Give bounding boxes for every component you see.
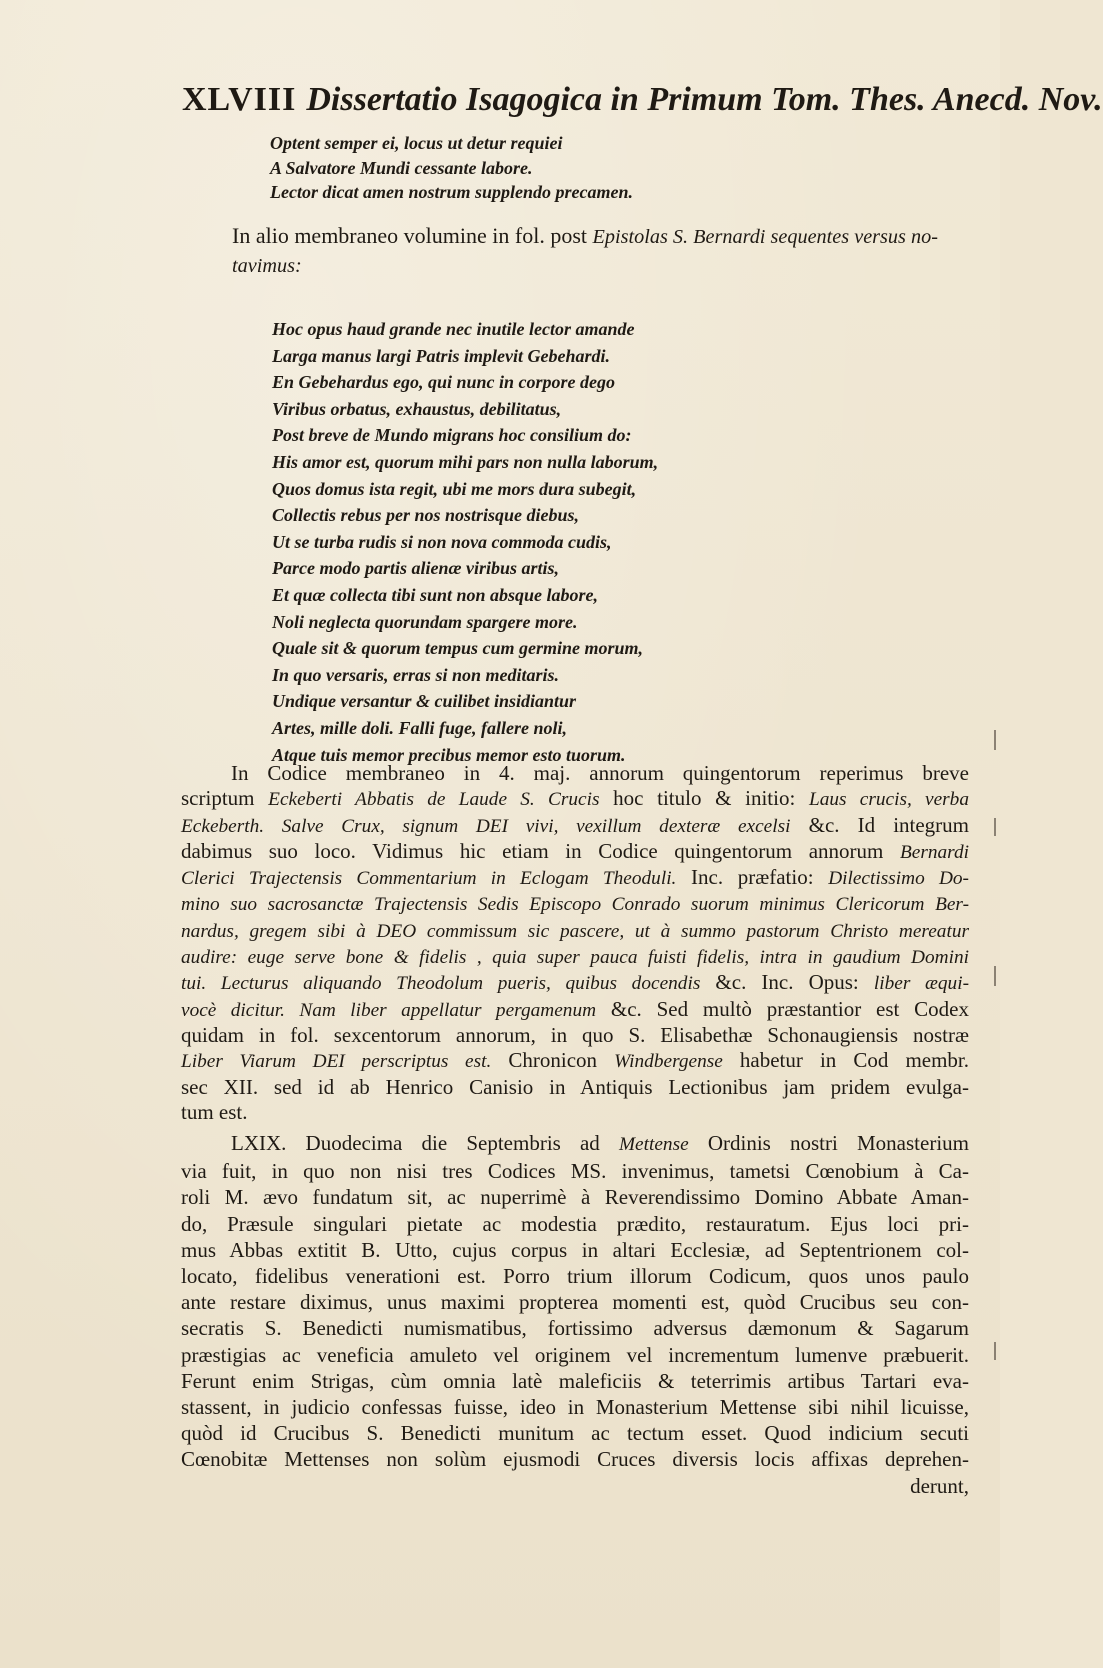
text-line: præstigias ac veneficia amuleto vel originem vel incrementum lumenve præbuerit.	[181, 1342, 969, 1367]
verse-block-1	[270, 131, 633, 205]
paragraph-intro-line-1: In alio membraneo volumine in fol. post Epistolas S. Bernardi sequentes versus no-	[232, 223, 938, 248]
text-line: quòd id Crucibus S. Benedicti munitum ac tectum esset. Quod indicium secuti	[181, 1421, 969, 1446]
verse-line: Atque tuis memor precibus memor esto tuorum.	[272, 744, 626, 765]
text-line: mino suo sacrosanctæ Trajectensis Sedis Episcopo Conrado suorum minimus Clericorum Ber-	[181, 894, 969, 916]
verse-line: Lector dicat amen nostrum supplendo precamen.	[270, 182, 634, 202]
verse-line: Undique versantur & cuilibet insidiantur	[272, 691, 577, 712]
text-line: derunt,	[910, 1473, 969, 1498]
text-line: Ferunt enim Strigas, cùm omnia latè maleficiis & teterrimis artibus Tartari eva-	[181, 1368, 969, 1393]
text-line: LXIX. Duodecima die Septembris ad Mettense Ordinis nostri Monasterium	[231, 1131, 969, 1155]
verse-line: His amor est, quorum mihi pars non nulla laborum,	[272, 451, 659, 472]
page-header	[182, 78, 1103, 122]
verse-line: Artes, mille doli. Falli fuge, fallere noli,	[272, 717, 567, 738]
verse-line: A Salvatore Mundi cessante labore.	[270, 157, 533, 178]
text-line: nardus, gregem sibi à DEO commissum sic pascere, ut à summo pastorum Christo mereatur	[181, 920, 969, 942]
paragraph-codice	[181, 761, 969, 1125]
paragraph-intro	[232, 222, 990, 280]
verse-line: Parce modo partis alienæ viribus artis,	[272, 558, 560, 579]
text-line: quidam in fol. sexcentorum annorum, in quo S. Elisabethæ Schonaugiensis nostræ	[181, 1022, 969, 1047]
text-line: via fuit, in quo non nisi tres Codices MS. invenimus, tametsi Cœnobium à Ca-	[181, 1159, 969, 1184]
paragraph-lxix	[181, 1130, 969, 1499]
verse-line: Larga manus largi Patris implevit Gebehardi.	[272, 345, 611, 366]
verse-line: Quale sit & quorum tempus cum germine morum,	[272, 638, 644, 659]
verse-line: Optent semper ei, locus ut detur requiei	[270, 133, 563, 153]
verse-line: Quos domus ista regit, ubi me mors dura subegit,	[272, 478, 637, 499]
verse-line: Viribus orbatus, exhaustus, debilitatus,	[272, 398, 562, 419]
paragraph-intro-line-2: tavimus:	[232, 255, 302, 277]
text-line: tui. Lecturus aliquando Theodolum pueris, quibus docendis &c. Inc. Opus: liber æqui-	[181, 970, 969, 995]
text-line: Clerici Trajectensis Commentarium in Eclogam Theoduli. Inc. præfatio: Dilectissimo Do-	[181, 865, 969, 890]
text-line: mus Abbas extitit B. Utto, cujus corpus in altari Ecclesiæ, ad Septentrionem col-	[181, 1237, 969, 1262]
text-line: ante restare diximus, unus maximi propterea momenti est, quòd Crucibus seu con-	[181, 1290, 969, 1315]
running-title: Dissertatio Isagogica in Primum Tom. Thes. Anecd. Nov.	[306, 81, 1103, 118]
text-line: scriptum Eckeberti Abbatis de Laude S. Crucis hoc titulo & initio: Laus crucis, verba	[181, 786, 969, 811]
text-line: tum est.	[181, 1099, 248, 1124]
verse-line: Noli neglecta quorundam spargere more.	[272, 611, 578, 632]
text-line: sec XII. sed id ab Henrico Canisio in Antiquis Lectionibus jam pridem evulga-	[181, 1074, 969, 1099]
text-line: vocè dicitur. Nam liber appellatur pergamenum &c. Sed multò præstantior est Codex	[181, 996, 969, 1021]
text-line: Liber Viarum DEI perscriptus est. Chronicon Windbergense habetur in Cod membr.	[181, 1048, 970, 1073]
verse-line: Ut se turba rudis si non nova commoda cudis,	[272, 531, 612, 552]
verse-block-2	[272, 316, 658, 768]
text-line: stassent, in judicio confessas fuisse, ideo in Monasterium Mettense sibi nihil licuisse,	[181, 1395, 969, 1420]
verse-line: En Gebehardus ego, qui nunc in corpore dego	[272, 372, 616, 393]
text-line: In Codice membraneo in 4. maj. annorum quingentorum reperimus breve	[231, 761, 969, 785]
text-line: secratis S. Benedicti numismatibus, fortissimo adversus dæmonum & Sagarum	[181, 1316, 969, 1341]
text-line: dabimus suo loco. Vidimus hic etiam in Codice quingentorum annorum Bernardi	[181, 838, 969, 863]
text-line: Eckeberth. Salve Crux, signum DEI vivi, vexillum dexteræ excelsi &c. Id integrum	[181, 812, 970, 837]
text-line: locato, fidelibus venerationi est. Porro trium illorum Codicum, quos unos paulo	[181, 1264, 969, 1289]
text-line: Cœnobitæ Mettenses non solùm ejusmodi Cruces diversis locis affixas deprehen-	[181, 1447, 969, 1472]
text-line: do, Præsule singulari pietate ac modestia prædito, restauratum. Ejus loci pri-	[181, 1211, 969, 1236]
verse-line: Et quæ collecta tibi sunt non absque labore,	[272, 584, 599, 605]
page-number: XLVIII	[182, 81, 297, 118]
text-line: roli M. ævo fundatum sit, ac nuperrimè à Reverendissimo Domino Abbate Aman-	[181, 1185, 969, 1210]
verse-line: In quo versaris, erras si non meditaris.	[272, 664, 560, 685]
verse-line: Collectis rebus per nos nostrisque diebus,	[272, 505, 580, 526]
verse-line: Hoc opus haud grande nec inutile lector amande	[272, 319, 635, 339]
text-line: audire: euge serve bone & fidelis , quia super pauca fuisti fidelis, intra in gaudium Domini	[181, 947, 969, 969]
verse-line: Post breve de Mundo migrans hoc consilium do:	[272, 425, 632, 446]
